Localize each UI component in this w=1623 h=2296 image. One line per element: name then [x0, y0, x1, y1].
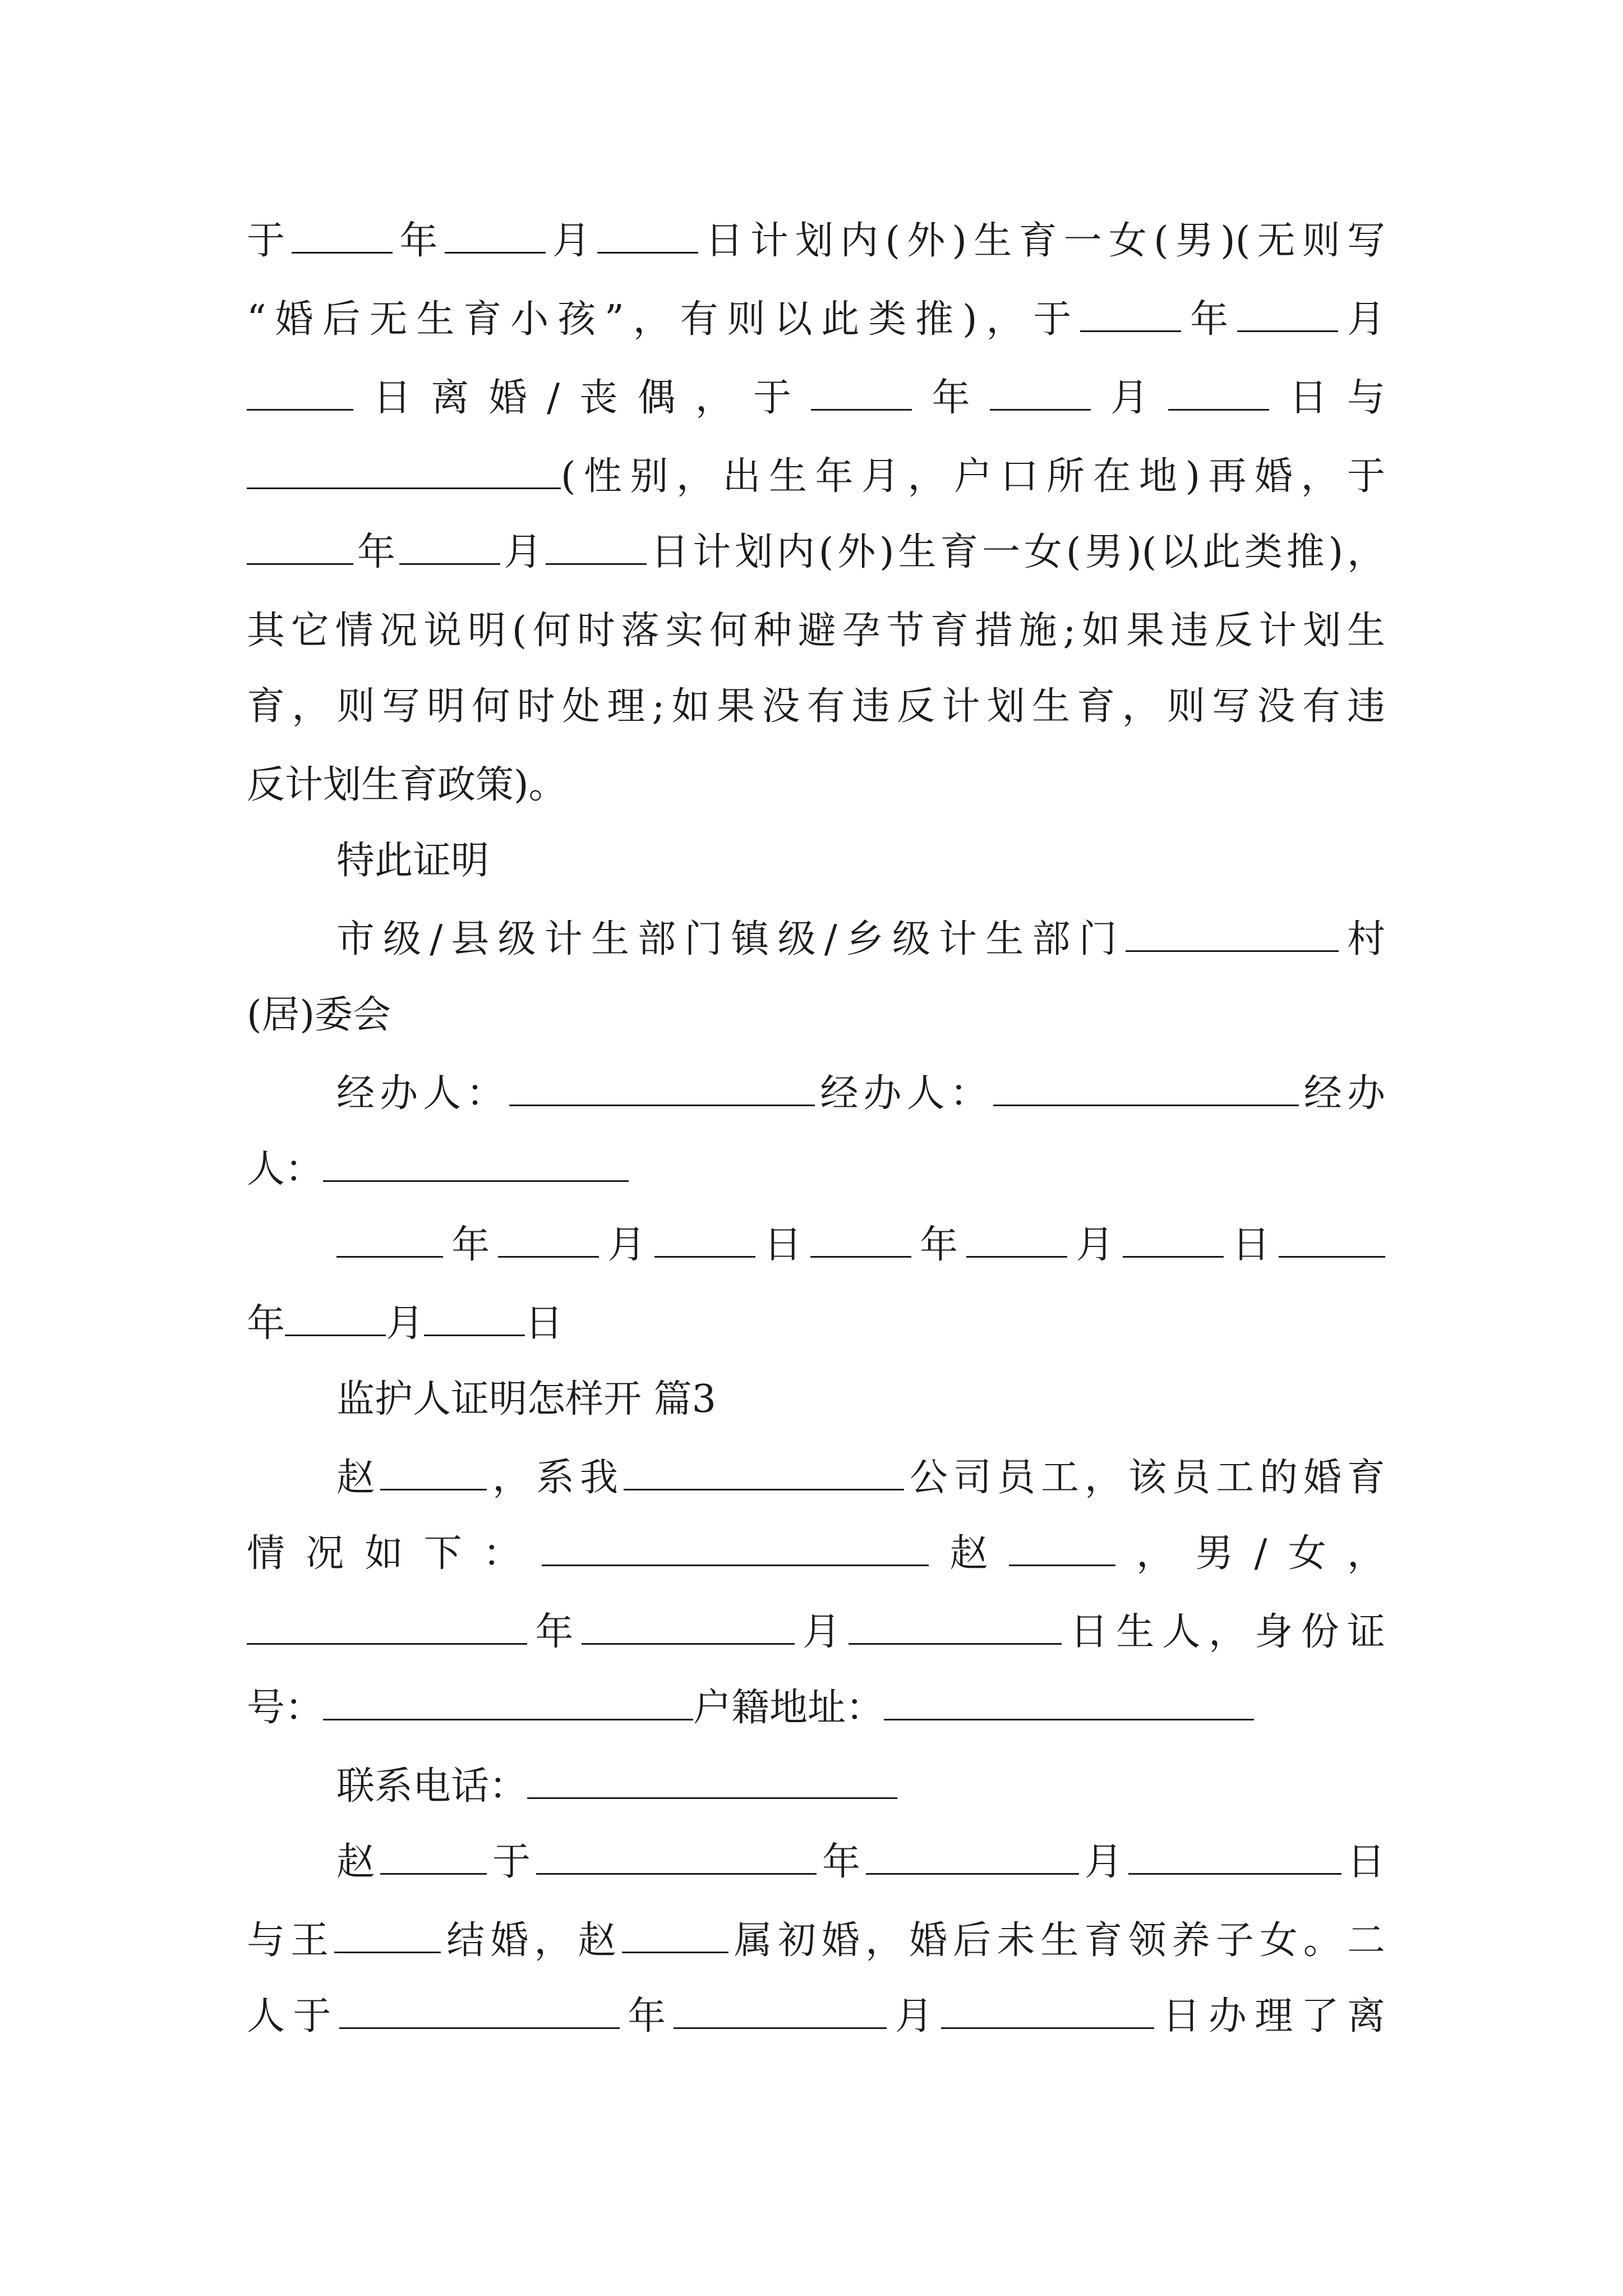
text-segment: 月	[1090, 376, 1169, 420]
text-segment: 于	[487, 1840, 536, 1884]
text-segment: 经办	[1298, 1071, 1385, 1116]
fill-in-blank	[1126, 917, 1339, 952]
fill-in-blank	[285, 1301, 386, 1336]
fill-in-blank	[1080, 297, 1181, 332]
fill-in-blank	[624, 1455, 904, 1490]
text-line-12	[247, 1060, 1385, 1128]
text-line-16	[247, 1366, 1385, 1433]
text-line-18	[247, 1520, 1385, 1588]
text-segment: 日	[1223, 1223, 1279, 1267]
fill-in-blank	[498, 1222, 599, 1258]
text-segment: 日	[525, 1301, 564, 1346]
fill-in-blank	[1123, 1222, 1224, 1258]
fill-in-blank	[674, 1994, 887, 2029]
fill-in-blank	[509, 1071, 815, 1106]
fill-in-blank	[597, 218, 698, 254]
text-segment: 情况如下：	[247, 1531, 542, 1576]
text-segment: 年	[393, 219, 445, 263]
text-segment: 日生人，身份证	[1062, 1610, 1385, 1654]
text-segment: 公司员工，该员工的婚育	[904, 1456, 1385, 1500]
fill-in-blank	[966, 1222, 1067, 1258]
text-line-24	[247, 1983, 1385, 2050]
text-segment: 年	[816, 1840, 866, 1884]
text-segment: ，系我	[487, 1456, 624, 1500]
fill-in-blank	[1128, 1839, 1341, 1875]
text-line-8	[247, 752, 1385, 819]
fill-in-blank	[654, 1222, 755, 1258]
text-segment: 结婚，赵	[441, 1918, 622, 1963]
fill-in-blank	[542, 1531, 929, 1566]
text-line-15	[247, 1290, 1385, 1358]
text-segment: ，男/女，	[1115, 1531, 1385, 1576]
text-segment: (居)委会	[247, 993, 391, 1037]
text-line-10	[247, 906, 1385, 973]
text-line-19	[247, 1599, 1385, 1666]
text-segment: 人于	[247, 1994, 339, 2039]
text-segment: 人：	[247, 1147, 324, 1191]
text-segment: 赵	[929, 1531, 1009, 1576]
text-segment: 年	[911, 1223, 967, 1267]
text-segment: 其它情况说明(何时落实何种避孕节育措施;如果违反计划生	[247, 609, 1385, 653]
fill-in-blank	[622, 1918, 728, 1953]
text-segment: 联系电话：	[336, 1764, 528, 1809]
text-segment: 与王	[247, 1918, 335, 1963]
fill-in-blank	[380, 1839, 487, 1875]
text-segment: 年	[247, 1301, 285, 1346]
text-segment: 月	[500, 530, 546, 574]
fill-in-blank	[339, 1994, 620, 2029]
fill-in-blank	[536, 1839, 817, 1875]
fill-in-blank	[336, 1222, 443, 1258]
text-line-3	[247, 365, 1385, 432]
fill-in-blank	[380, 1455, 487, 1490]
text-line-7	[247, 673, 1385, 740]
text-line-13	[247, 1136, 1385, 1203]
fill-in-blank	[247, 375, 353, 411]
text-segment: 日计划内(外)生育一女(男)(无则写	[698, 219, 1385, 263]
fill-in-blank	[334, 1918, 441, 1953]
text-segment: 育，则写明何时处理;如果没有违反计划生育，则写没有违	[247, 684, 1385, 729]
text-line-6	[247, 597, 1385, 665]
text-line-9	[247, 827, 1385, 895]
text-line-4	[247, 443, 1385, 510]
text-segment: 经办人：	[336, 1071, 510, 1116]
text-line-20	[247, 1674, 1385, 1742]
text-segment: 年	[1181, 297, 1238, 342]
text-line-21	[247, 1753, 1385, 1820]
fill-in-blank	[849, 1609, 1062, 1645]
text-segment: 特此证明	[336, 839, 490, 883]
fill-in-blank	[866, 1839, 1079, 1875]
text-line-2	[247, 286, 1385, 353]
fill-in-blank	[1279, 1222, 1385, 1258]
fill-in-blank	[1009, 1531, 1115, 1566]
text-line-17	[247, 1444, 1385, 1512]
text-line-11	[247, 982, 1385, 1049]
text-segment: 于	[247, 219, 292, 263]
text-segment: 月	[599, 1223, 654, 1267]
text-segment: 日计划内(外)生育一女(男)(以此类推)，	[647, 530, 1385, 574]
fill-in-blank	[445, 218, 546, 254]
fill-in-blank	[990, 375, 1091, 411]
text-segment: 村	[1338, 917, 1385, 961]
text-segment: 月	[1338, 297, 1385, 342]
fill-in-blank	[582, 1609, 795, 1645]
text-segment: 市级/县级计生部门镇级/乡级计生部门	[336, 917, 1126, 961]
text-line-22	[247, 1829, 1385, 1896]
text-line-14	[247, 1212, 1385, 1279]
text-segment: 日与	[1269, 376, 1385, 420]
fill-in-blank	[884, 1685, 1254, 1720]
text-segment: “婚后无生育小孩”，有则以此类推)，于	[247, 297, 1081, 342]
text-segment: 监护人证明怎样开 篇3	[336, 1377, 716, 1421]
text-segment: 年	[912, 376, 990, 420]
text-segment: 日办理了离	[1154, 1994, 1385, 2039]
text-line-1	[247, 208, 1385, 275]
text-segment: 日离婚/丧偶，于	[353, 376, 811, 420]
fill-in-blank	[810, 1222, 911, 1258]
text-segment: 月	[887, 1994, 942, 2039]
fill-in-blank	[424, 1301, 525, 1336]
text-segment: 月	[545, 219, 598, 263]
fill-in-blank	[993, 1071, 1299, 1106]
text-segment: 年	[443, 1223, 499, 1267]
fill-in-blank	[527, 1764, 897, 1799]
fill-in-blank	[247, 1609, 527, 1645]
fill-in-blank	[941, 1994, 1154, 2029]
fill-in-blank	[1168, 375, 1269, 411]
fill-in-blank	[1237, 297, 1338, 332]
fill-in-blank	[546, 530, 647, 565]
fill-in-blank	[399, 530, 500, 565]
text-line-5	[247, 519, 1385, 586]
text-segment: 年	[353, 530, 399, 574]
text-segment: 日	[1341, 1840, 1385, 1884]
text-segment: 户籍地址：	[693, 1686, 884, 1730]
text-segment: 日	[755, 1223, 810, 1267]
text-segment: 经办人：	[815, 1071, 993, 1116]
fill-in-blank	[811, 375, 912, 411]
text-segment: (性别，出生年月，户口所在地)再婚，于	[561, 454, 1385, 499]
text-line-23	[247, 1907, 1385, 1975]
text-segment: 年	[619, 1994, 674, 2039]
text-segment: 赵	[336, 1456, 380, 1500]
text-segment: 属初婚，婚后未生育领养子女。二	[728, 1918, 1385, 1963]
text-segment: 年	[527, 1610, 582, 1654]
text-segment: 月	[1078, 1840, 1128, 1884]
fill-in-blank	[323, 1685, 693, 1720]
text-segment: 月	[794, 1610, 849, 1654]
fill-in-blank	[247, 530, 353, 565]
fill-in-blank	[323, 1147, 629, 1182]
text-segment: 赵	[336, 1840, 380, 1884]
text-segment: 反计划生育政策)。	[247, 763, 567, 807]
text-segment: 月	[1067, 1223, 1123, 1267]
text-segment: 号：	[247, 1686, 324, 1730]
text-segment: 月	[386, 1301, 425, 1346]
fill-in-blank	[247, 454, 561, 489]
fill-in-blank	[292, 218, 393, 254]
